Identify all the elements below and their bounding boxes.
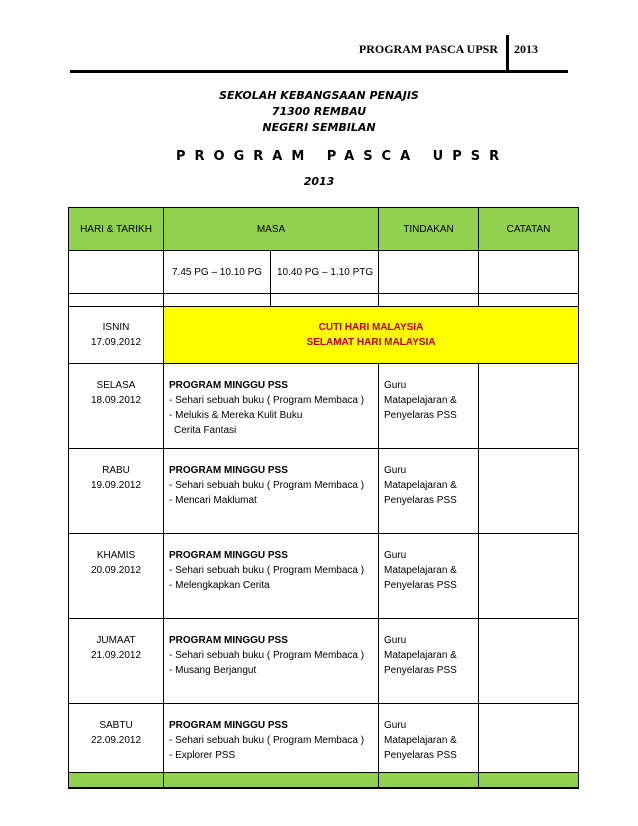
table-header-row <box>69 208 579 251</box>
action-line: Guru <box>384 720 407 731</box>
table-row <box>69 619 579 704</box>
day-date: 22.09.2012 <box>90 735 142 746</box>
running-header-year: 2013 <box>514 42 538 56</box>
day-cell <box>69 449 164 534</box>
schedule-table <box>68 207 579 789</box>
holiday-banner <box>164 307 579 364</box>
activity-title: PROGRAM MINGGU PSS <box>169 380 288 391</box>
activity-title: PROGRAM MINGGU PSS <box>169 550 288 561</box>
action-line: Guru <box>384 635 407 646</box>
activity-cell <box>164 534 379 619</box>
header-day: HARI & TARIKH <box>69 208 164 251</box>
action-line: Penyelaras PSS <box>384 750 457 761</box>
action-line: Matapelajaran & <box>384 395 457 406</box>
action-line: Penyelaras PSS <box>384 410 457 421</box>
activity-line: - Sehari sebuah buku ( Program Membaca ) <box>169 650 365 661</box>
day-name: KHAMIS <box>96 550 136 561</box>
empty-cell <box>479 294 579 307</box>
action-line: Guru <box>384 550 407 561</box>
school-name: SEKOLAH KEBANGSAAN PENAJIS <box>219 89 419 102</box>
holiday-line1: CUTI HARI MALAYSIA <box>318 322 424 333</box>
slot-2: 10.40 PG – 1.10 PTG <box>271 251 379 294</box>
day-name: JUMAAT <box>96 635 136 646</box>
activity-line: - Mencari Maklumat <box>169 495 257 506</box>
empty-cell <box>479 251 579 294</box>
day-date: 21.09.2012 <box>90 650 142 661</box>
note-cell <box>479 449 579 534</box>
footer-cell <box>479 773 579 788</box>
day-name: SABTU <box>99 720 133 731</box>
action-line: Penyelaras PSS <box>384 495 457 506</box>
program-year: 2013 <box>303 175 335 188</box>
holiday-line2: SELAMAT HARI MALAYSIA <box>306 337 436 348</box>
footer-green-row <box>69 773 579 788</box>
action-line: Guru <box>384 465 407 476</box>
slot-1: 7.45 PG – 10.10 PG <box>164 251 271 294</box>
note-cell <box>479 619 579 704</box>
program-title: PROGRAM PASCA UPSR <box>176 149 509 164</box>
day-date: 20.09.2012 <box>90 565 142 576</box>
activity-line: - Sehari sebuah buku ( Program Membaca ) <box>169 565 365 576</box>
table-row <box>69 364 579 449</box>
empty-cell <box>379 251 479 294</box>
action-cell <box>379 534 479 619</box>
day-cell <box>69 534 164 619</box>
activity-line: - Musang Berjangut <box>169 665 257 676</box>
activity-title: PROGRAM MINGGU PSS <box>169 465 288 476</box>
header-action: TINDAKAN <box>379 208 479 251</box>
day-cell <box>69 619 164 704</box>
action-line: Penyelaras PSS <box>384 580 457 591</box>
action-line: Matapelajaran & <box>384 650 457 661</box>
activity-title: PROGRAM MINGGU PSS <box>169 635 288 646</box>
note-cell <box>479 534 579 619</box>
empty-cell <box>164 294 271 307</box>
activity-line: - Sehari sebuah buku ( Program Membaca ) <box>169 735 365 746</box>
activity-line: - Melukis & Mereka Kulit Buku <box>169 410 303 421</box>
day-date: 19.09.2012 <box>90 480 142 491</box>
day-name: SELASA <box>96 380 136 391</box>
action-cell <box>379 619 479 704</box>
activity-line: Cerita Fantasi <box>174 425 237 436</box>
action-line: Penyelaras PSS <box>384 665 457 676</box>
empty-cell <box>69 294 164 307</box>
day-date: 18.09.2012 <box>90 395 142 406</box>
holiday-day: ISNIN <box>102 322 130 333</box>
table-row <box>69 534 579 619</box>
footer-cell <box>164 773 379 788</box>
header-rule <box>70 70 568 73</box>
activity-cell <box>164 364 379 449</box>
action-cell <box>379 364 479 449</box>
table-row <box>69 449 579 534</box>
time-slot-row <box>69 251 579 294</box>
holiday-date: 17.09.2012 <box>90 337 142 348</box>
day-name: RABU <box>102 465 130 476</box>
action-cell <box>379 449 479 534</box>
footer-cell <box>69 773 164 788</box>
activity-line: - Explorer PSS <box>169 750 236 761</box>
spacer-row <box>69 294 579 307</box>
empty-cell <box>69 251 164 294</box>
school-address-line1: 71300 REMBAU <box>271 105 367 118</box>
running-header-title: PROGRAM PASCA UPSR <box>358 42 498 56</box>
activity-line: - Sehari sebuah buku ( Program Membaca ) <box>169 480 365 491</box>
footer-cell <box>379 773 479 788</box>
header-time: MASA <box>164 208 379 251</box>
action-line: Matapelajaran & <box>384 565 457 576</box>
action-line: Guru <box>384 380 407 391</box>
empty-cell <box>379 294 479 307</box>
school-address-line2: NEGERI SEMBILAN <box>262 121 376 134</box>
activity-line: - Melengkapkan Cerita <box>169 580 270 591</box>
holiday-day-cell <box>69 307 164 364</box>
header-note: CATATAN <box>479 208 579 251</box>
footer-table <box>68 772 579 788</box>
holiday-row <box>69 307 579 364</box>
activity-line: - Sehari sebuah buku ( Program Membaca ) <box>169 395 365 406</box>
action-line: Matapelajaran & <box>384 480 457 491</box>
action-line: Matapelajaran & <box>384 735 457 746</box>
activity-title: PROGRAM MINGGU PSS <box>169 720 288 731</box>
empty-cell <box>271 294 379 307</box>
day-cell <box>69 364 164 449</box>
activity-cell <box>164 619 379 704</box>
header-divider <box>506 35 509 72</box>
activity-cell <box>164 449 379 534</box>
note-cell <box>479 364 579 449</box>
